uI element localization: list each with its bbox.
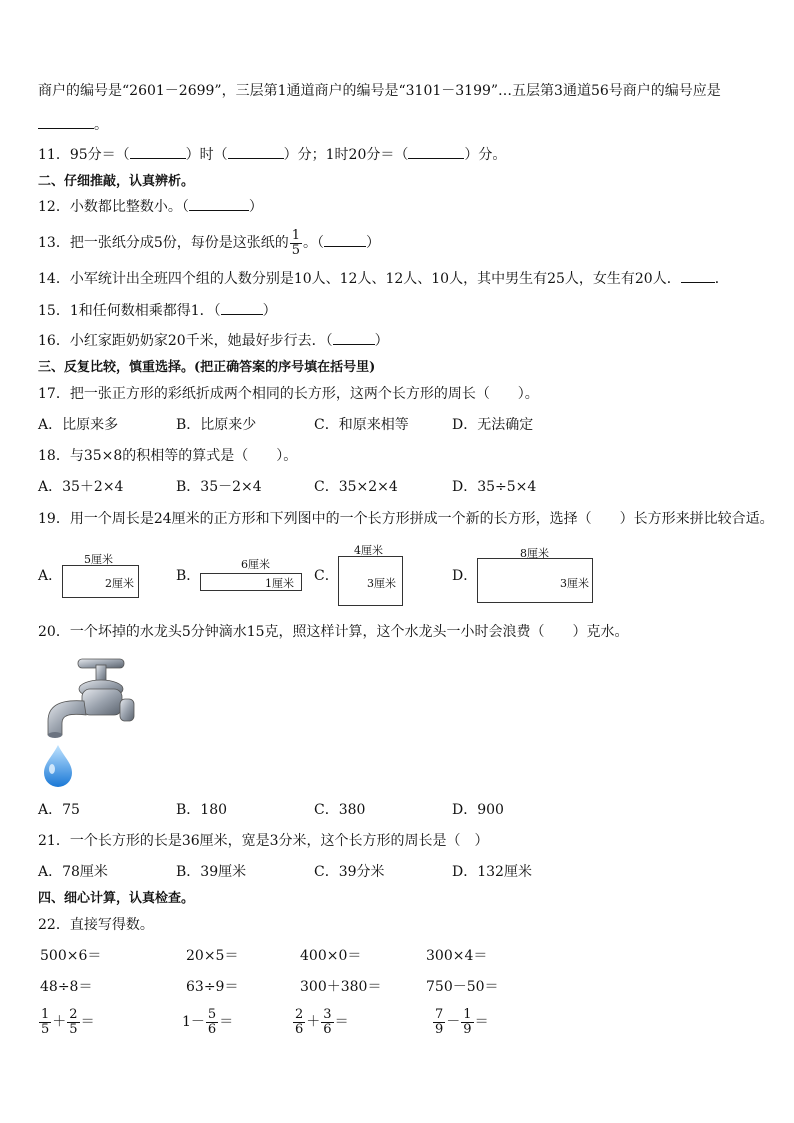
q19-b-top-label: 6厘米	[241, 558, 270, 571]
q20-option-d[interactable]: D．900	[452, 802, 504, 818]
q21-option-c[interactable]: C．39分米	[314, 864, 385, 880]
q12: 12．小数都比整数小。（ ）	[38, 199, 263, 215]
q17-option-c[interactable]: C．和原来相等	[314, 417, 409, 433]
q19-c-side-label: 3厘米	[367, 577, 396, 590]
q20-option-b[interactable]: B．180	[176, 802, 228, 818]
q19-d-side-label: 3厘米	[560, 577, 589, 590]
q20-option-a[interactable]: A．75	[38, 802, 80, 818]
section-2-heading: 二、仔细推敲，认真辨析。	[38, 174, 195, 189]
q18-option-c[interactable]: C．35×2×4	[314, 479, 398, 495]
calc-item: 48÷8＝	[40, 979, 93, 995]
q19-a-top-label: 5厘米	[84, 553, 113, 566]
q19-c-top-label: 4厘米	[354, 544, 383, 557]
q11: 11．95分＝（ ）时（ ）分；1时20分＝（ ）分。	[38, 147, 507, 163]
q18: 18．与35×8的积相等的算式是（ ）。	[38, 448, 298, 464]
q17-option-a[interactable]: A．比原来多	[38, 417, 119, 433]
q18-option-d[interactable]: D．35÷5×4	[452, 479, 537, 495]
q22: 22．直接写得数。	[38, 917, 154, 933]
calc-item: 750－50＝	[426, 979, 499, 995]
q15: 15．1和任何数相乘都得1．（ ）	[38, 303, 277, 319]
q21-option-d[interactable]: D．132厘米	[452, 864, 532, 880]
q20: 20．一个坏掉的水龙头5分钟滴水15克，照这样计算，这个水龙头一小时会浪费（ ）克水。	[38, 624, 629, 640]
q19-option-c-letter[interactable]: C．	[314, 568, 339, 584]
calc-item: 300＋380＝	[300, 979, 382, 995]
q10-answer-line	[38, 116, 108, 134]
q21: 21．一个长方形的长是36厘米，宽是3分米，这个长方形的周长是（ ）	[38, 833, 489, 849]
calc-item: 20×5＝	[186, 948, 239, 964]
q17: 17．把一张正方形的彩纸折成两个相同的长方形，这两个长方形的周长（ ）。	[38, 386, 539, 402]
calc-item: 63÷9＝	[186, 979, 239, 995]
q17-option-b[interactable]: B．比原来少	[176, 417, 257, 433]
calc-fraction-item: $\frac{7}{9}$ － $\frac{1}{9}$ ＝	[435, 1006, 489, 1037]
q21-option-b[interactable]: B．39厘米	[176, 864, 247, 880]
q17-option-d[interactable]: D．无法确定	[452, 417, 534, 433]
q19-option-d-letter[interactable]: D．	[452, 568, 478, 584]
q21-option-a[interactable]: A．78厘米	[38, 864, 108, 880]
q14: 14．小军统计出全班四个组的人数分别是10人、12人、12人、10人，其中男生有25人，女生有20人． ．	[38, 271, 729, 287]
section-4-heading: 四、细心计算，认真检查。	[38, 891, 195, 906]
q19-option-a-letter[interactable]: A．	[38, 568, 63, 584]
section-3-heading: 三、反复比较，慎重选择。(把正确答案的序号填在括号里)	[38, 360, 376, 375]
calc-item: 300×4＝	[426, 948, 488, 964]
q19-a-side-label: 2厘米	[105, 577, 134, 590]
fraction-one-fifth: $\frac{1}{5}$	[291, 227, 301, 258]
q19-b-side-label: 1厘米	[265, 577, 294, 590]
q19-d-top-label: 8厘米	[520, 547, 549, 560]
answer-blank[interactable]	[228, 146, 284, 159]
answer-blank[interactable]	[333, 332, 375, 345]
q10-line: 商户的编号是“2601－2699”，三层第1通道商户的编号是“3101－3199”…五层第3通道56号商户的编号应是	[38, 83, 721, 99]
q13: 13．把一张纸分成5份，每份是这张纸的 $\frac{1}{5}$ 。（ ）	[38, 227, 381, 258]
answer-blank[interactable]	[324, 234, 366, 247]
answer-blank[interactable]	[130, 146, 186, 159]
calc-fraction-item: 1－ $\frac{5}{6}$ ＝	[182, 1006, 234, 1037]
q18-option-b[interactable]: B．35－2×4	[176, 479, 262, 495]
calc-item: 500×6＝	[40, 948, 102, 964]
q16: 16．小红家距奶奶家20千米，她最好步行去．（ ）	[38, 333, 389, 349]
q10-end: 。	[94, 117, 108, 133]
calc-item: 400×0＝	[300, 948, 362, 964]
q20-option-c[interactable]: C．380	[314, 802, 366, 818]
faucet-icon	[38, 655, 142, 787]
answer-blank[interactable]	[408, 146, 464, 159]
answer-blank[interactable]	[221, 302, 263, 315]
answer-blank[interactable]	[189, 198, 249, 211]
q19: 19．用一个周长是24厘米的正方形和下列图中的一个长方形拼成一个新的长方形，选择（ ）长方形来拼比较合适。	[38, 511, 774, 527]
answer-blank[interactable]	[38, 116, 94, 129]
answer-blank[interactable]	[681, 270, 715, 283]
calc-fraction-item: $\frac{1}{5}$ ＋ $\frac{2}{5}$ ＝	[41, 1006, 95, 1037]
calc-fraction-item: $\frac{2}{6}$ ＋ $\frac{3}{6}$ ＝	[295, 1006, 349, 1037]
q19-option-b-letter[interactable]: B．	[176, 568, 201, 584]
q18-option-a[interactable]: A．35＋2×4	[38, 479, 124, 495]
